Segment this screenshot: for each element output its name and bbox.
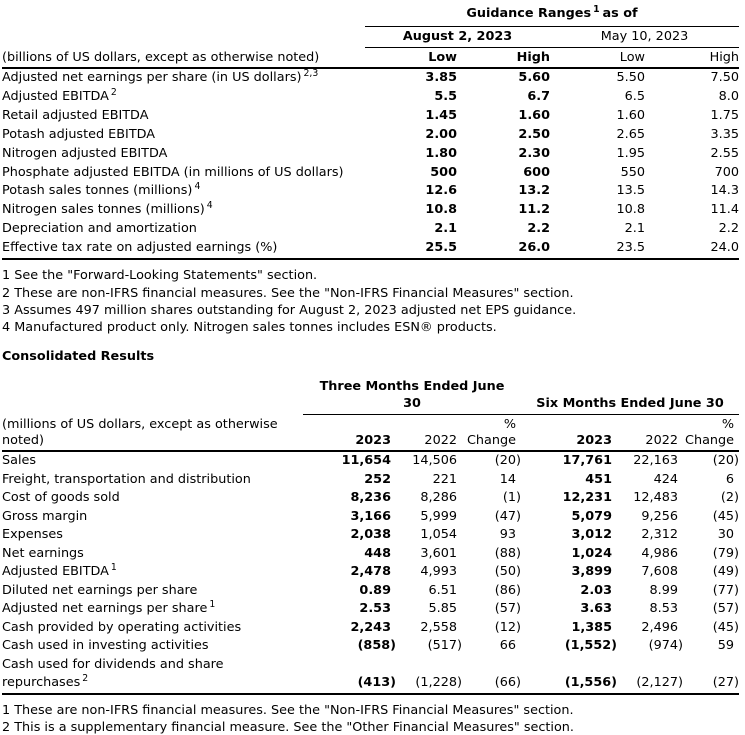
footnote-ref: 2 bbox=[110, 86, 117, 98]
value-cell: 3,899 bbox=[571, 564, 612, 580]
value-cell: 451 bbox=[585, 471, 612, 487]
value-cell: 1.80 bbox=[425, 145, 457, 161]
value-cell: (20) bbox=[494, 453, 521, 469]
footnote-ref: 4 bbox=[206, 200, 213, 212]
value-cell: 5.50 bbox=[616, 70, 645, 85]
value-cell: 13.5 bbox=[616, 183, 645, 199]
value-cell: 30 bbox=[717, 527, 735, 543]
row-label-text: Depreciation and amortization bbox=[2, 221, 197, 237]
footnote: 4 Manufactured product only. Nitrogen sales tonnes includes ESN® products. bbox=[2, 320, 497, 336]
value-cell: (57) bbox=[712, 601, 740, 617]
table-row bbox=[2, 582, 739, 601]
value-cell: 8.0 bbox=[718, 88, 739, 104]
value-cell: 2.2 bbox=[527, 221, 550, 237]
value-cell: 14 bbox=[499, 471, 516, 487]
value-cell: 2,312 bbox=[641, 527, 678, 543]
value-cell: 14,506 bbox=[412, 453, 457, 469]
table-row bbox=[2, 600, 739, 619]
footnote-ref: 4 bbox=[194, 181, 201, 193]
row-label-text: Potash sales tonnes (millions) bbox=[2, 183, 193, 199]
col-header-pct-change: % Change bbox=[683, 415, 739, 452]
value-cell: 2.2 bbox=[718, 221, 739, 237]
guidance-column-header-row bbox=[2, 48, 739, 69]
table-row bbox=[2, 545, 739, 564]
value-cell: 1,385 bbox=[571, 619, 612, 635]
value-cell: 25.5 bbox=[365, 239, 457, 259]
value-cell: 6.51 bbox=[428, 582, 457, 598]
table-row bbox=[2, 88, 739, 107]
value-cell: 3,012 bbox=[571, 527, 612, 543]
value-cell: 0.89 bbox=[359, 582, 391, 598]
row-label-text: Net earnings bbox=[2, 545, 84, 561]
value-cell: 3,601 bbox=[420, 545, 457, 561]
value-cell: (47) bbox=[494, 508, 521, 524]
table-row bbox=[2, 164, 739, 183]
unit-note: (millions of US dollars, except as otherwise noted) bbox=[2, 415, 303, 452]
value-cell: 22,163 bbox=[633, 453, 678, 469]
value-cell: 3.35 bbox=[710, 126, 739, 142]
value-cell: 4,993 bbox=[420, 564, 457, 580]
value-cell: 12,483 bbox=[633, 490, 678, 506]
table-row bbox=[2, 145, 739, 164]
col-header-2023: 2023 bbox=[303, 415, 396, 452]
value-cell: 1.45 bbox=[425, 107, 457, 123]
value-cell: 8.99 bbox=[649, 582, 678, 598]
value-cell: (2,127) bbox=[617, 656, 683, 694]
table-row bbox=[2, 637, 739, 656]
results-footnotes bbox=[2, 700, 741, 735]
table-row bbox=[2, 68, 739, 88]
row-label-text: Expenses bbox=[2, 527, 63, 543]
table-row bbox=[2, 471, 739, 490]
value-cell: 1.60 bbox=[518, 107, 550, 123]
row-label-text: Cash used in investing activities bbox=[2, 638, 209, 654]
value-cell: 3.63 bbox=[580, 601, 612, 617]
table-row bbox=[2, 107, 739, 126]
row-label bbox=[2, 508, 303, 527]
footnote-ref: 1 bbox=[593, 3, 600, 15]
col-group-august: August 2, 2023 bbox=[365, 27, 550, 48]
row-label bbox=[2, 471, 303, 490]
value-cell: 1.60 bbox=[616, 107, 645, 123]
spacer-cell bbox=[2, 27, 365, 48]
value-cell: (50) bbox=[494, 564, 521, 580]
row-label-text: Adjusted net earnings per share (in US dollars) bbox=[2, 70, 302, 85]
table-row bbox=[2, 508, 739, 527]
spacer-cell bbox=[2, 4, 365, 27]
value-cell: 6.7 bbox=[527, 88, 550, 104]
value-cell: (45) bbox=[712, 508, 740, 524]
value-cell: 6 bbox=[725, 471, 735, 487]
col-header-2022: 2022 bbox=[617, 415, 683, 452]
results-period-header-row bbox=[2, 378, 739, 415]
row-label bbox=[2, 126, 365, 145]
row-label-text: Nitrogen sales tonnes (millions) bbox=[2, 202, 205, 218]
row-label-line bbox=[2, 674, 303, 693]
spacer-cell bbox=[2, 378, 303, 415]
value-cell: 550 bbox=[620, 164, 645, 180]
guidance-title bbox=[365, 4, 739, 27]
row-label bbox=[2, 182, 365, 201]
value-cell: 6.5 bbox=[624, 88, 645, 104]
footnote: 3 Assumes 497 million shares outstanding for August 2, 2023 adjusted net EPS guidance. bbox=[2, 302, 577, 318]
value-cell: 14.3 bbox=[710, 183, 739, 199]
row-label-text: Diluted net earnings per share bbox=[2, 582, 198, 598]
value-cell: 10.8 bbox=[425, 202, 457, 218]
table-row bbox=[2, 563, 739, 582]
table-row bbox=[2, 619, 739, 638]
guidance-title-suffix: as of bbox=[602, 6, 638, 21]
value-cell: (20) bbox=[712, 453, 740, 469]
value-cell: (1,228) bbox=[396, 656, 462, 694]
value-cell: 2.65 bbox=[616, 126, 645, 142]
row-label bbox=[2, 107, 365, 126]
value-cell: (77) bbox=[712, 582, 740, 598]
col-header-2022: 2022 bbox=[396, 415, 462, 452]
value-cell: 10.8 bbox=[616, 202, 645, 218]
col-header-high: High bbox=[457, 48, 550, 69]
value-cell: 2,558 bbox=[420, 619, 457, 635]
value-cell: 5,079 bbox=[571, 508, 612, 524]
value-cell: 5.85 bbox=[428, 601, 457, 617]
value-cell: (974) bbox=[648, 638, 683, 654]
value-cell: 2.53 bbox=[359, 601, 391, 617]
guidance-dates-row bbox=[2, 27, 739, 48]
value-cell: 448 bbox=[364, 545, 391, 561]
value-cell: 2,038 bbox=[350, 527, 391, 543]
value-cell: 17,761 bbox=[562, 453, 612, 469]
value-cell: 252 bbox=[364, 471, 391, 487]
footnote: 2 These are non-IFRS financial measures. See the "Non-IFRS Financial Measures" section. bbox=[2, 285, 574, 301]
row-label bbox=[2, 145, 365, 164]
row-label bbox=[2, 451, 303, 471]
col-header-2023: 2023 bbox=[521, 415, 617, 452]
footnote-ref: 2,3 bbox=[303, 67, 319, 79]
value-cell: (858) bbox=[357, 638, 396, 654]
value-cell: 2.55 bbox=[710, 145, 739, 161]
row-label bbox=[2, 526, 303, 545]
row-label-text: Adjusted net earnings per share bbox=[2, 601, 208, 617]
value-cell: 8,236 bbox=[350, 490, 391, 506]
row-label-text: Gross margin bbox=[2, 508, 88, 524]
unit-note: (billions of US dollars, except as otherwise noted) bbox=[2, 48, 365, 69]
value-cell: 2,243 bbox=[350, 619, 391, 635]
value-cell: (57) bbox=[494, 601, 521, 617]
row-label-text: Sales bbox=[2, 453, 37, 469]
table-row bbox=[2, 182, 739, 201]
value-cell: (1,552) bbox=[564, 638, 617, 654]
value-cell: 5,999 bbox=[420, 508, 457, 524]
footnote: 1 See the "Forward-Looking Statements" section. bbox=[2, 268, 318, 284]
row-label-text: Adjusted EBITDA bbox=[2, 88, 109, 104]
value-cell: 8.53 bbox=[649, 601, 678, 617]
row-label-text: Effective tax rate on adjusted earnings (%) bbox=[2, 240, 278, 256]
row-label bbox=[2, 637, 303, 656]
row-label bbox=[2, 563, 303, 582]
footnote: 2 This is a supplementary financial measure. See the "Other Financial Measures" section. bbox=[2, 720, 574, 735]
value-cell: 2.50 bbox=[518, 126, 550, 142]
value-cell: 1,054 bbox=[420, 527, 457, 543]
row-label bbox=[2, 489, 303, 508]
value-cell: 26.0 bbox=[457, 239, 550, 259]
value-cell: 2.1 bbox=[434, 221, 457, 237]
value-cell: (88) bbox=[494, 545, 521, 561]
row-label-text: Potash adjusted EBITDA bbox=[2, 126, 156, 142]
guidance-title-text: Guidance Ranges bbox=[466, 6, 592, 21]
value-cell: 2,496 bbox=[641, 619, 678, 635]
col-header-low: Low bbox=[365, 48, 457, 69]
value-cell: 11.2 bbox=[518, 202, 550, 218]
footnote: 1 These are non-IFRS financial measures. See the "Non-IFRS Financial Measures" section. bbox=[2, 703, 574, 719]
value-cell: 11.4 bbox=[710, 202, 739, 218]
value-cell: (517) bbox=[427, 638, 462, 654]
section-title: Consolidated Results bbox=[2, 349, 155, 365]
value-cell: 3,166 bbox=[350, 508, 391, 524]
value-cell: (12) bbox=[494, 619, 521, 635]
row-label bbox=[2, 600, 303, 619]
value-cell: 2.1 bbox=[624, 221, 645, 237]
value-cell: 221 bbox=[432, 471, 457, 487]
table-row bbox=[2, 239, 739, 259]
row-label-text: Retail adjusted EBITDA bbox=[2, 107, 149, 123]
row-label-text: repurchases bbox=[2, 675, 81, 691]
table-row bbox=[2, 126, 739, 145]
row-label-text: Phosphate adjusted EBITDA (in millions of US dollars) bbox=[2, 164, 344, 180]
value-cell: 5.60 bbox=[518, 70, 550, 85]
table-row bbox=[2, 526, 739, 545]
table-row bbox=[2, 451, 739, 471]
row-label bbox=[2, 656, 303, 694]
row-label-text: Freight, transportation and distribution bbox=[2, 471, 251, 487]
value-cell: 93 bbox=[499, 527, 516, 543]
value-cell: 9,256 bbox=[641, 508, 678, 524]
value-cell: (1,556) bbox=[521, 656, 617, 694]
results-column-header-row bbox=[2, 415, 739, 452]
row-label bbox=[2, 239, 365, 259]
consolidated-results-table bbox=[2, 378, 739, 695]
table-row bbox=[2, 201, 739, 220]
value-cell: 7,608 bbox=[641, 564, 678, 580]
table-row bbox=[2, 656, 739, 694]
row-label-text: Nitrogen adjusted EBITDA bbox=[2, 145, 168, 161]
value-cell: (1) bbox=[502, 490, 521, 506]
value-cell: (45) bbox=[712, 619, 740, 635]
row-label bbox=[2, 68, 365, 88]
value-cell: 23.5 bbox=[550, 239, 645, 259]
value-cell: 600 bbox=[523, 164, 550, 180]
value-cell: 700 bbox=[714, 164, 739, 180]
row-label bbox=[2, 201, 365, 220]
value-cell: (79) bbox=[712, 545, 740, 561]
value-cell: (86) bbox=[494, 582, 521, 598]
col-header-pct-change: % Change bbox=[462, 415, 521, 452]
row-label-text: Cost of goods sold bbox=[2, 490, 120, 506]
value-cell: 2,478 bbox=[350, 564, 391, 580]
row-label bbox=[2, 545, 303, 564]
value-cell: 3.85 bbox=[425, 70, 457, 85]
value-cell: 1.75 bbox=[710, 107, 739, 123]
value-cell: 2.03 bbox=[580, 582, 612, 598]
value-cell: 7.50 bbox=[710, 70, 739, 85]
value-cell: 66 bbox=[499, 638, 516, 654]
footnote-ref: 1 bbox=[209, 598, 216, 610]
value-cell: 11,654 bbox=[341, 453, 391, 469]
value-cell: (66) bbox=[462, 656, 521, 694]
value-cell: 13.2 bbox=[518, 183, 550, 199]
value-cell: 2.30 bbox=[518, 145, 550, 161]
value-cell: 24.0 bbox=[645, 239, 739, 259]
row-label-line: Cash used for dividends and share bbox=[2, 656, 224, 672]
footnote-ref: 2 bbox=[82, 672, 89, 684]
guidance-footnotes bbox=[2, 265, 741, 334]
row-label bbox=[2, 220, 365, 239]
col-header-low: Low bbox=[550, 48, 645, 69]
value-cell: 4,986 bbox=[641, 545, 678, 561]
value-cell: 59 bbox=[717, 638, 735, 654]
row-label-text: Cash provided by operating activities bbox=[2, 619, 242, 635]
value-cell: 1.95 bbox=[616, 145, 645, 161]
guidance-title-row bbox=[2, 4, 739, 27]
value-cell: (49) bbox=[712, 564, 740, 580]
col-header-high: High bbox=[645, 48, 739, 69]
row-label bbox=[2, 619, 303, 638]
footnote-ref: 1 bbox=[110, 561, 117, 573]
value-cell: (413) bbox=[303, 656, 396, 694]
value-cell: 12.6 bbox=[425, 183, 457, 199]
row-label bbox=[2, 582, 303, 601]
value-cell: 5.5 bbox=[434, 88, 457, 104]
value-cell: 500 bbox=[430, 164, 457, 180]
value-cell: 12,231 bbox=[562, 490, 612, 506]
table-row bbox=[2, 220, 739, 239]
row-label bbox=[2, 88, 365, 107]
col-group-three-months: Three Months Ended June 30 bbox=[303, 378, 521, 415]
row-label-text: Adjusted EBITDA bbox=[2, 564, 109, 580]
value-cell: 8,286 bbox=[420, 490, 457, 506]
value-cell: (2) bbox=[720, 490, 740, 506]
col-group-six-months: Six Months Ended June 30 bbox=[521, 378, 739, 415]
value-cell: (27) bbox=[683, 656, 739, 694]
value-cell: 2.00 bbox=[425, 126, 457, 142]
value-cell: 424 bbox=[653, 471, 678, 487]
table-row bbox=[2, 489, 739, 508]
value-cell: 1,024 bbox=[571, 545, 612, 561]
col-group-may: May 10, 2023 bbox=[550, 27, 739, 48]
row-label bbox=[2, 164, 365, 183]
guidance-ranges-table bbox=[2, 4, 739, 260]
